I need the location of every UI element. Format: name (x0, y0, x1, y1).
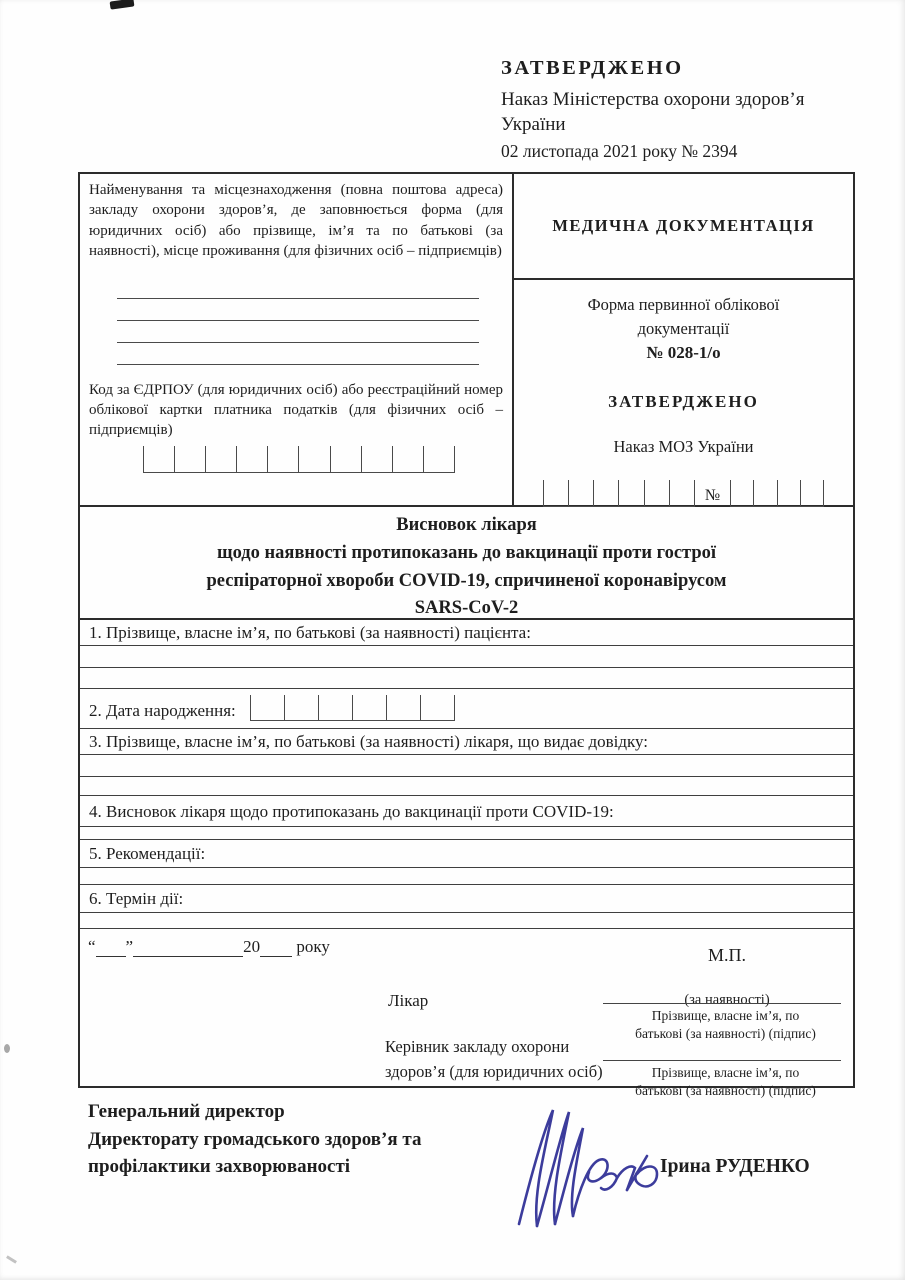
year-word: року (296, 937, 330, 956)
edrpou-label: Код за ЄДРПОУ (для юридичних осіб) або реєстраційний номер облікової картки платника податків (для фізичних осіб – підприємців) (89, 381, 503, 439)
title-line-3: респіраторної хвороби COVID-19, спричиненої коронавірусом (206, 570, 727, 591)
comb-cell (318, 695, 352, 720)
head-label-line-2: здоров’я (для юридичних осіб) (385, 1061, 603, 1081)
blank-line (117, 277, 479, 299)
blank-line (117, 321, 479, 343)
signatory-name: Ірина РУДЕНКО (660, 1156, 810, 1177)
signatory-title-line-3: профілактики захворюваності (88, 1156, 351, 1178)
order-number-row (514, 480, 853, 507)
comb-cell (392, 446, 423, 472)
facility-description: Найменування та місцезнаходження (повна поштова адреса) закладу охорони здоров’я, де заповнюється форма (для юридичних осіб) або прізвище, ім’я та по батькові (за наявності), місце проживання (для фізичних осіб – підприємців) (89, 182, 503, 260)
quote-open: “ (88, 937, 96, 956)
comb-cell (386, 695, 420, 720)
title-line-4: SARS-CoV-2 (414, 598, 519, 619)
year-prefix: 20 (243, 937, 261, 956)
comb-cell (267, 446, 298, 472)
stamp-note: (за наявності) (684, 992, 770, 1008)
day-blank (96, 940, 126, 957)
stamp-label: М.П. (707, 945, 746, 965)
approved-heading: ЗАТВЕРДЖЕНО (501, 57, 684, 79)
comb-cell (174, 446, 205, 472)
medical-doc-cell (512, 174, 853, 505)
order-number-boxes (730, 480, 824, 507)
signatory-title (88, 1098, 421, 1181)
item-6-blank-line (80, 913, 853, 929)
item-4-label: 4. Висновок лікаря щодо протипоказань до вакцинації проти COVID-19: (80, 796, 853, 827)
stamp-block (601, 945, 853, 1009)
doctor-signature-line (603, 1003, 841, 1004)
form-title (80, 505, 853, 620)
doctor-label: Лікар (388, 991, 429, 1010)
moz-order-label: Наказ МОЗ України (613, 436, 754, 456)
head-label-line-1: Керівник закладу охорони (385, 1037, 570, 1056)
head-signature-line (603, 1060, 841, 1061)
comb-cell (143, 446, 174, 472)
form-border-box (78, 172, 855, 1099)
caption-line-2: батькові (за наявності) (підпис) (635, 1083, 816, 1099)
form-top-section (80, 174, 853, 505)
item-3-blank-line (80, 777, 853, 796)
item-2-label: 2. Дата народження: (89, 701, 236, 720)
item-1-blank-line (80, 668, 853, 689)
facility-info-cell (80, 174, 512, 505)
signatory-title-line-2: Директорату громадського здоров’я та (88, 1128, 422, 1150)
order-line-2: України (501, 113, 566, 135)
approved-heading-2: ЗАТВЕРДЖЕНО (608, 391, 759, 411)
caption-line-2: батькові (за наявності) (підпис) (635, 1026, 816, 1042)
comb-cell (250, 695, 284, 720)
scan-artifact-left (4, 1044, 10, 1053)
cell-divider (514, 278, 853, 280)
order-line-1: Наказ Міністерства охорони здоров’я (501, 89, 805, 111)
item-3-label: 3. Прізвище, власне ім’я, по батькові (за наявності) лікаря, що видає довідку: (80, 729, 853, 755)
comb-cell (543, 480, 568, 506)
title-line-2: щодо наявності протипоказань до вакцинації проти гострої (216, 542, 717, 563)
item-4-blank-line (80, 827, 853, 840)
comb-cell (669, 480, 695, 506)
comb-cell (236, 446, 267, 472)
head-signature-caption (598, 1064, 853, 1100)
medical-documentation-heading: МЕДИЧНА ДОКУМЕНТАЦІЯ (552, 216, 815, 235)
item-2-row (80, 689, 853, 729)
form-items (80, 620, 853, 929)
comb-cell (420, 695, 455, 720)
form-type-label: Форма первинної облікової документації (587, 295, 780, 338)
comb-cell (284, 695, 318, 720)
blank-line (117, 343, 479, 365)
edrpou-digit-boxes (143, 446, 455, 473)
comb-cell (352, 695, 386, 720)
item-3-blank-line (80, 755, 853, 777)
comb-cell (618, 480, 643, 506)
order-date-boxes (543, 480, 695, 507)
month-blank (133, 940, 243, 957)
birth-date-boxes (250, 695, 455, 721)
doctor-signature-caption (598, 1007, 853, 1043)
caption-line-1: Прізвище, власне ім’я, по (651, 1008, 800, 1023)
signature-section (80, 929, 853, 1099)
caption-line-1: Прізвище, власне ім’я, по (651, 1065, 800, 1080)
number-sign: № (704, 486, 721, 504)
comb-cell (730, 480, 753, 506)
comb-cell (777, 480, 800, 506)
facility-head-label (385, 1035, 625, 1085)
fill-date-line (88, 937, 330, 957)
scan-artifact-top (110, 0, 135, 10)
item-1-label: 1. Прізвище, власне ім’я, по батькові (за наявності) пацієнта: (80, 620, 853, 646)
item-5-blank-line (80, 868, 853, 885)
blank-line (117, 299, 479, 321)
item-5-label: 5. Рекомендації: (80, 840, 853, 868)
handwritten-signature-icon (505, 1098, 665, 1238)
approval-header (501, 55, 896, 162)
comb-cell (361, 446, 392, 472)
scan-artifact-bottom (6, 1255, 17, 1263)
comb-cell (593, 480, 618, 506)
quote-close: ” (125, 937, 134, 956)
facility-blank-lines (117, 277, 479, 365)
order-date: 02 листопада 2021 року № 2394 (501, 140, 738, 161)
comb-cell (644, 480, 669, 506)
item-1-blank-line (80, 646, 853, 668)
comb-cell (205, 446, 236, 472)
item-6-label: 6. Термін дії: (80, 885, 853, 913)
comb-cell (800, 480, 824, 506)
title-line-1: Висновок лікаря (396, 515, 537, 535)
form-number: № 028-1/о (646, 342, 721, 362)
comb-cell (423, 446, 455, 472)
comb-cell (330, 446, 361, 472)
signatory-title-line-1: Генеральний директор (88, 1101, 285, 1122)
comb-cell (568, 480, 593, 506)
comb-cell (753, 480, 776, 506)
comb-cell (298, 446, 329, 472)
year-blank (260, 940, 292, 957)
